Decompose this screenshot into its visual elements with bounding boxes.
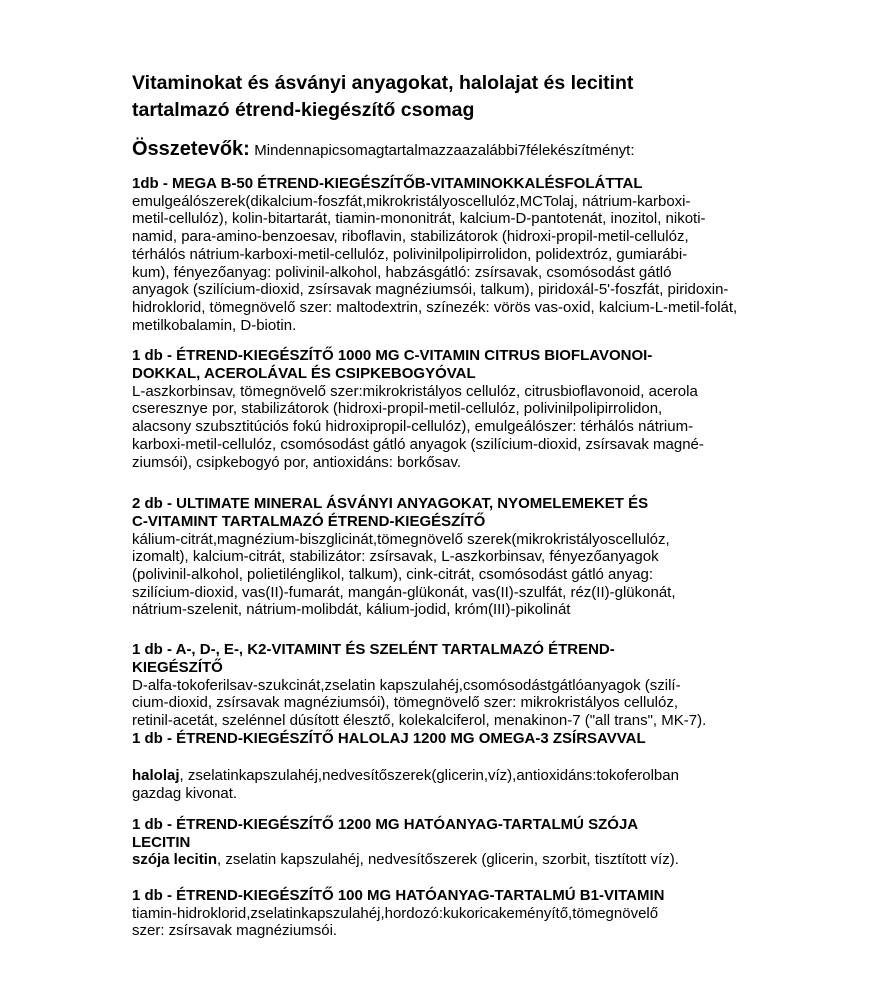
section-body-line: (polivinil-alkohol, polietilénglikol, talkum), cink-citrát, csomósodást gátló anyag: — [132, 566, 654, 584]
section-body-line: metil-cellulóz), kolin-bitartarát, tiamin-mononitrát, kalcium-D-pantotenát, inozitol, nikoti- — [132, 210, 706, 228]
section-body-line: metilkobalamin, D-biotin. — [132, 316, 297, 334]
section-body-line: izomalt), kalcium-citrát, stabilizátor: zsírsavak, L-aszkorbinsav, fényezőanyagok — [132, 548, 659, 566]
section-body-line: D-alfa-tokoferilsav-szukcinát,zselatin kapszulahéj,csomósodástgátlóanyagok (szilí- — [132, 676, 681, 694]
section-body-line: cium-dioxid, zsírsavak magnéziumsói), tömegnövelő szer: mikrokristályos cellulóz, — [132, 694, 679, 712]
ingredients-intro: Mindennapicsomagtartalmazzaazalábbi7félekészítményt: — [254, 142, 635, 159]
section-body-line: kálium-citrát,magnézium-biszglicinát,tömegnövelő szerek(mikrokristályoscellulóz, — [132, 530, 670, 548]
ingredient-section-c-vitamin-1000mg — [132, 347, 780, 471]
section-body-line: halolaj, zselatinkapszulahéj,nedvesítőszerek(glicerin,víz),antioxidáns:tokoferolban — [132, 767, 679, 785]
document-title-line-2: tartalmazó étrend-kiegészítő csomag — [132, 99, 475, 121]
ingredient-section-mega-b50-b-vitamin — [132, 175, 780, 334]
ingredient-section-ultimate-mineral — [132, 495, 780, 619]
ingredient-section-b1-vitamin — [132, 887, 780, 940]
ingredient-section-adek2-szelen-es-halolaj-cim — [132, 641, 780, 747]
section-body-line: szer: zsírsavak magnéziumsói. — [132, 922, 338, 940]
section-body-line: retinil-acetát, szelénnel dúsított élesztő, kolekalciferol, menakinon-7 ("all trans", MK-7). — [132, 711, 707, 729]
section-heading-line: 2 db - ULTIMATE MINERAL ÁSVÁNYI ANYAGOKAT, NYOMELEMEKET ÉS — [132, 495, 649, 513]
section-heading-line: 1 db - ÉTREND-KIEGÉSZÍTŐ HALOLAJ 1200 MG OMEGA-3 ZSÍRSAVVAL — [132, 729, 646, 747]
section-body-line: gazdag kivonat. — [132, 785, 238, 803]
section-body-line: namid, para-amino-benzoesav, riboflavin, stabilizátorok (hidroxi-propil-metil-cellulóz, — [132, 228, 689, 246]
section-heading-line: 1 db - A-, D-, E-, K2-VITAMINT ÉS SZELÉNT TARTALMAZÓ ÉTREND- — [132, 641, 615, 659]
section-body-line: nátrium-szelenit, nátrium-molibdát, kálium-jodid, króm(III)-pikolinát — [132, 601, 571, 619]
section-heading-line: LECITIN — [132, 833, 191, 851]
section-body-line: L-aszkorbinsav, tömegnövelő szer:mikrokristályos cellulóz, citrusbioflavonoid, acerola — [132, 382, 698, 400]
section-body-line: hidroklorid, tömegnövelő szer: maltodextrin, színezék: vörös vas-oxid, kalcium-L-metil-folát, — [132, 298, 738, 316]
document-title-line-1: Vitaminokat és ásványi anyagokat, halolajat és lecitint — [132, 72, 634, 94]
section-body-line: ziumsói), csipkebogyó por, antioxidáns: borkősav. — [132, 453, 462, 471]
section-body-line: kum), fényezőanyag: polivinil-alkohol, habzásgátló: zsírsavak, csomósodást gátló — [132, 263, 672, 281]
ingredient-section-szoja-lecitin — [132, 816, 780, 869]
section-heading-line: 1db - MEGA B-50 ÉTREND-KIEGÉSZÍTŐB-VITAMINOKKALÉSFOLÁTTAL — [132, 175, 643, 192]
document-title — [132, 70, 780, 124]
section-heading-line: KIEGÉSZÍTŐ — [132, 658, 223, 676]
section-body-line: karboxi-metil-cellulóz, csomósodást gátló anyagok (szilícium-dioxid, zsírsavak magné- — [132, 435, 704, 453]
ingredient-section-halolaj-osszetevok — [132, 767, 780, 802]
section-body-line: anyagok (szilícium-dioxid, zsírsavak magnéziumsói, talkum), piridoxál-5'-foszfát, piridoxin- — [132, 281, 729, 299]
section-body-line: cseresznye por, stabilizátorok (hidroxi-propil-metil-cellulóz, polivinilpolipirrolidon, — [132, 400, 663, 418]
section-heading-line: DOKKAL, ACEROLÁVAL ÉS CSIPKEBOGYÓVAL — [132, 365, 476, 383]
section-body-line: emulgeálószerek(dikalcium-foszfát,mikrokristályoscellulóz,MCTolaj, nátrium-karboxi- — [132, 192, 691, 210]
section-heading-line: 1 db - ÉTREND-KIEGÉSZÍTŐ 100 MG HATÓANYAG-TARTALMÚ B1-VITAMIN — [132, 886, 665, 904]
section-body-line: alacsony szubsztitúciós fokú hidroxipropil-cellulóz), emulgeálószer: térhálós nátrium- — [132, 418, 694, 436]
section-body-line: szója lecitin, zselatin kapszulahéj, nedvesítőszerek (glicerin, szorbit, tisztított víz). — [132, 851, 679, 869]
section-heading-line: 1 db - ÉTREND-KIEGÉSZÍTŐ 1000 MG C-VITAMIN CITRUS BIOFLAVONOI- — [132, 347, 653, 365]
ingredients-lead — [132, 137, 780, 163]
section-heading-line: 1 db - ÉTREND-KIEGÉSZÍTŐ 1200 MG HATÓANYAG-TARTALMÚ SZÓJA — [132, 815, 639, 833]
section-body-line: tiamin-hidroklorid,zselatinkapszulahéj,hordozó:kukoricakeményítő,tömegnövelő — [132, 904, 659, 922]
ingredient-paragraphs — [132, 175, 780, 940]
section-body-line: térhálós nátrium-karboxi-metil-cellulóz, polivinilpolipirrolidon, polidextróz, gumiarábi- — [132, 245, 688, 263]
section-body-line: szilícium-dioxid, vas(II)-fumarát, mangán-glükonát, vas(II)-szulfát, réz(II)-glükonát, — [132, 583, 676, 601]
ingredients-label: Összetevők: — [132, 138, 250, 160]
section-heading-line: C-VITAMINT TARTALMAZÓ ÉTREND-KIEGÉSZÍTŐ — [132, 512, 486, 530]
